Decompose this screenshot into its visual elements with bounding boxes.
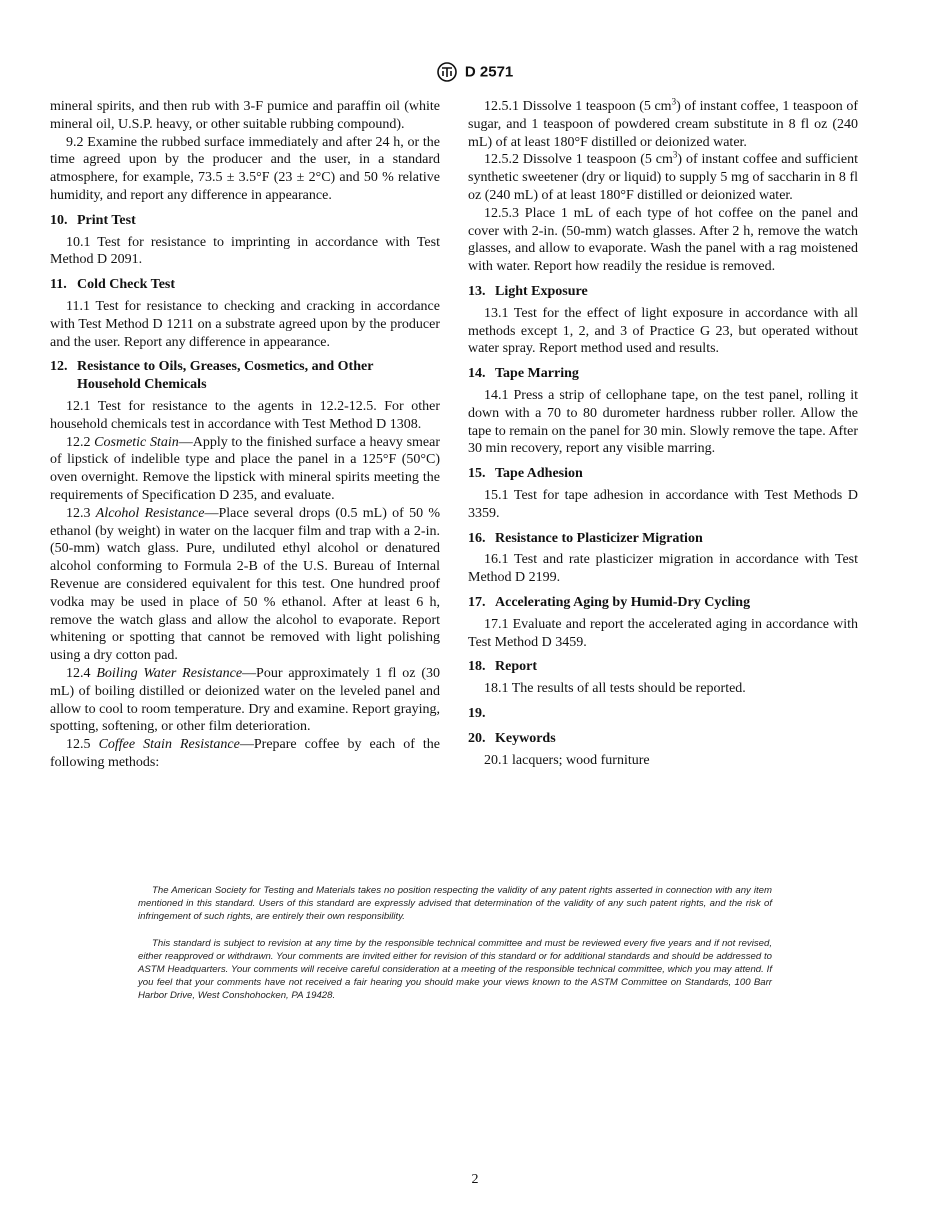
- text-before: 12.5.2 Dissolve 1 teaspoon (5 cm: [484, 152, 673, 168]
- section-number: 11.: [50, 277, 67, 293]
- superscript: 3: [671, 96, 677, 107]
- section-title: Print Test: [77, 212, 136, 228]
- section-title: Tape Adhesion: [495, 466, 583, 482]
- section-title: Cold Check Test: [77, 277, 176, 293]
- section-title: Keywords: [495, 730, 556, 746]
- paragraph: 18.1 The results of all tests should be reported.: [484, 681, 746, 697]
- section-heading: [468, 730, 858, 748]
- section-heading: [468, 283, 858, 301]
- footer-note: The American Society for Testing and Materials takes no position respecting the validity of any patent rights asserted in connection with any item mentioned in this standard. Users of this standard are expressly advised that determination of the validity of any such patent rights, and the risk of infringement of such rights, are entirely their own responsibility.: [138, 885, 772, 922]
- section-number: 18.: [468, 659, 486, 675]
- paragraph: 12.5.3 Place 1 mL of each type of hot coffee on the panel and cover with 2-in. (50-mm) watch glasses. After 2 h, remove the watch glasses, and allow to evaporate. Wash the panel with a rag moistened with water. Report how readily the residue is removed.: [468, 205, 858, 275]
- text-after: ) of instant coffee, 1 teaspoon of sugar, and 1 teaspoon of powdered cream substitute in 8 fl oz (240 mL) of at least 180°F distilled or deionized water.: [468, 99, 859, 150]
- section-number: 16.: [468, 530, 486, 546]
- right-column: [468, 98, 858, 769]
- paragraph: 10.1 Test for resistance to imprinting in accordance with Test Method D 2091.: [50, 234, 440, 268]
- section-heading: [468, 465, 858, 483]
- footer-note: This standard is subject to revision at any time by the responsible technical committee and must be reviewed every five years and if not revised, either reapproved or withdrawn. Your comments are invited either for revision of this standard or for additional standards and should be addressed to ASTM Headquarters. Your comments will receive careful consideration at a meeting of the responsible technical committee, which you may attend. If you feel that your comments have not received a fair hearing you should make your views known to the ASTM Committee on Standards, 100 Barr Harbor Drive, West Conshohocken, PA 19428.: [138, 938, 772, 1001]
- clause-text: —Prepare coffee by each of the following methods:: [50, 737, 441, 770]
- section-number: 20.: [468, 730, 486, 746]
- paragraph: 17.1 Evaluate and report the accelerated aging in accordance with Test Method D 3459.: [468, 616, 858, 650]
- paragraph: 20.1 lacquers; wood furniture: [484, 752, 650, 768]
- paragraph: 9.2 Examine the rubbed surface immediately and after 24 h, or the time agreed upon by the producer and the user, in a standard atmosphere, for example, 73.5 ± 3.5°F (23 ± 2°C) and 50 % relative humidity, and report any difference in appearance.: [50, 134, 440, 203]
- paragraph: [468, 98, 858, 151]
- section-heading: [468, 530, 858, 548]
- section-title: Accelerating Aging by Humid-Dry Cycling: [495, 594, 751, 610]
- section-title: Light Exposure: [495, 283, 588, 299]
- clause-number: 12.2: [66, 434, 95, 450]
- clause-text: —Apply to the finished surface a heavy smear of lipstick of indelible type and place the panel in a 125°F (50°C) oven overnight. Remove the lipstick with mineral spirits meeting the requirements of Specification D 235, and evaluate.: [50, 434, 440, 503]
- section-title: Tape Marring: [495, 366, 579, 382]
- section-heading: [468, 365, 858, 383]
- section-heading: [468, 594, 858, 612]
- clause-title: Boiling Water Resistance: [96, 665, 243, 681]
- left-column: [50, 98, 440, 772]
- paragraph: [50, 665, 440, 736]
- section-number: 12.: [50, 359, 68, 375]
- clause-title: Alcohol Resistance: [95, 505, 205, 521]
- paragraph: 11.1 Test for resistance to checking and cracking in accordance with Test Method D 1211 on a substrate agreed upon by the producer and the user. Report any difference in appearance.: [50, 298, 440, 350]
- paragraph: [468, 151, 858, 204]
- paragraph: [50, 434, 440, 505]
- section-heading: [50, 276, 440, 294]
- clause-text: —Place several drops (0.5 mL) of 50 % ethanol (by weight) in water on the lacquer film and trap with a 2-in. (50-mm) watch glass. Pure, undiluted ethyl alcohol or denatured alcohol conforming to Formula 2-B of the U.S. Bureau of Internal Revenue are considered equivalent for this test. One hundred proof vodka may be used in place of 50 % ethanol. After at least 6 h, remove the watch glass and allow the alcohol to evaporate. Report whitening or spotting that cannot be removed with light polishing using a dry cotton pad.: [50, 505, 440, 664]
- section-heading: [50, 212, 440, 230]
- page-number: 2: [471, 1172, 479, 1187]
- paragraph: 15.1 Test for tape adhesion in accordance with Test Methods D 3359.: [468, 487, 858, 521]
- text-after: ) of instant coffee and sufficient synthetic sweetener (dry or liquid) to supply 5 mg of saccharin in 8 fl oz (240 mL) of at least 180°F distilled or deionized water.: [468, 152, 859, 203]
- clause-number: 12.3: [66, 505, 96, 521]
- clause-title: Coffee Stain Resistance: [98, 737, 240, 753]
- section-number: 17.: [468, 594, 486, 610]
- paragraph: [50, 505, 440, 665]
- paragraph: [50, 736, 440, 772]
- section-number: 15.: [468, 466, 486, 482]
- text-before: 12.5.1 Dissolve 1 teaspoon (5 cm: [484, 99, 672, 114]
- section-title: Resistance to Oils, Greases, Cosmetics, and Other Household Chemicals: [77, 359, 374, 393]
- section-heading: [50, 358, 440, 394]
- paragraph: 13.1 Test for the effect of light exposure in accordance with all methods except 1, 2, and 3 of Practice G 23, but operated without water spray. Report method used and results.: [468, 305, 858, 357]
- section-title: Report: [495, 659, 537, 675]
- section-title: Resistance to Plasticizer Migration: [495, 530, 703, 546]
- astm-logo-icon: [437, 62, 457, 82]
- superscript: 3: [672, 149, 678, 160]
- section-number: 14.: [468, 366, 486, 382]
- clause-number: 12.5: [66, 737, 99, 753]
- paragraph: 14.1 Press a strip of cellophane tape, on the test panel, rolling it down with a 70 to 80 durometer hardness rubber roller. Allow the tape to remain on the panel for 30 min. Slowly remove the tape. After 30 min recovery, report any visible marring.: [468, 387, 858, 457]
- document-number: D 2571: [464, 63, 514, 81]
- section-number: 13.: [468, 283, 486, 299]
- clause-title: Cosmetic Stain: [94, 434, 179, 450]
- section-heading: [468, 705, 858, 723]
- page-header: [0, 62, 950, 82]
- clause-text: —Pour approximately 1 fl oz (30 mL) of boiling distilled or deionized water on the leveled panel and allow to cool to room temperature. Dry and examine. Report graying, spotting, softening, or other film deterioration.: [50, 665, 440, 735]
- clause-number: 12.4: [66, 665, 97, 681]
- paragraph: mineral spirits, and then rub with 3-F pumice and paraffin oil (white mineral oil, U.S.P. heavy, or other suitable rubbing compound).: [50, 99, 440, 132]
- footer-notes: [138, 884, 772, 1016]
- paragraph: 12.1 Test for resistance to the agents in 12.2-12.5. For other household chemicals test in accordance with Test Method D 1308.: [50, 398, 440, 432]
- section-number: 10.: [50, 212, 68, 228]
- paragraph: 16.1 Test and rate plasticizer migration in accordance with Test Method D 2199.: [468, 552, 858, 586]
- section-number: 19.: [468, 705, 486, 721]
- section-heading: [468, 658, 858, 676]
